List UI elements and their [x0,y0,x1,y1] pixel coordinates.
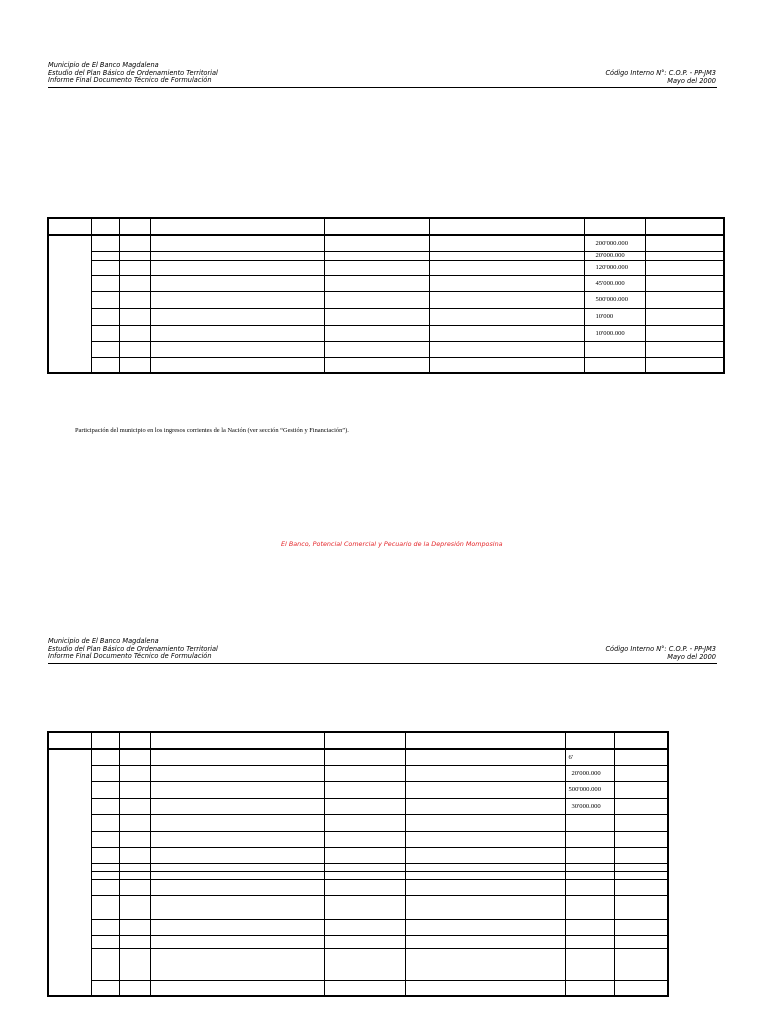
header-date: Mayo del 2000 [667,76,716,85]
page-header-right [605,646,716,661]
table-row [48,781,668,798]
table-row [48,291,724,308]
header-date: Mayo del 2000 [667,652,716,661]
header-line: Informe Final Documento Técnico de Formulación [48,76,212,84]
header-code: Código Interno N°: C.O.P. - PP-JM3 [605,645,716,653]
header-rule [48,663,717,664]
participation-note: Participación del municipio en los ingresos corrientes de la Nación (ver sección “Gestión y Financiación”). [75,427,349,434]
amount-cell: 10'000.000 [584,325,645,341]
table-row [48,879,668,895]
header-code: Código Interno N°: C.O.P. - PP-JM3 [605,69,716,77]
table-row [48,814,668,831]
table-row [48,871,668,879]
amount-cell: 6' [565,749,614,765]
amount-cell [565,847,614,863]
amount-cell [565,879,614,895]
header-line: Estudio del Plan Básico de Ordenamiento Territorial [48,644,218,653]
amount-cell [565,935,614,948]
page-header-right [605,70,716,85]
header-rule [48,87,717,88]
header-line: Municipio de El Banco Magdalena [48,61,159,69]
table-row [48,235,724,251]
amount-cell [565,895,614,919]
header-line: Municipio de El Banco Magdalena [48,637,159,645]
amount-cell [565,980,614,996]
amount-cell: 200'000.000 [584,235,645,251]
amount-cell: 500'000.000 [565,781,614,798]
table-row [48,308,724,325]
header-line: Informe Final Documento Técnico de Formulación [48,652,212,660]
amount-cell [584,341,645,357]
amount-cell: 10'000 [584,308,645,325]
table-row [48,895,668,919]
table-row [48,251,724,260]
amount-cell [565,919,614,935]
table-row [48,831,668,847]
table-row [48,980,668,996]
amount-cell [584,357,645,373]
table-row [48,325,724,341]
header-line: Estudio del Plan Básico de Ordenamiento Territorial [48,68,218,77]
table-row [48,798,668,814]
budget-table-1 [47,217,725,374]
table-row [48,919,668,935]
table-header-row [48,732,668,749]
table-row [48,260,724,275]
table-row [48,749,668,765]
table-header-row [48,218,724,235]
table-row [48,357,724,373]
amount-cell: 20'000.000 [584,251,645,260]
amount-cell: 30'000.000 [565,798,614,814]
table-row [48,341,724,357]
page-header-left [48,62,218,85]
amount-cell [565,871,614,879]
table-row [48,765,668,781]
table-row [48,935,668,948]
amount-cell [565,948,614,980]
footer-tagline: El Banco, Potencial Comercial y Pecuario de la Depresión Momposina [281,540,503,548]
amount-cell [565,863,614,871]
amount-cell: 20'000.000 [565,765,614,781]
amount-cell [565,814,614,831]
table-row [48,847,668,863]
budget-table-2 [47,731,669,997]
table-row [48,275,724,291]
amount-cell: 45'000.000 [584,275,645,291]
amount-cell: 500'000.000 [584,291,645,308]
page-header-left [48,638,218,661]
table-row [48,948,668,980]
amount-cell: 120'000.000 [584,260,645,275]
amount-cell [565,831,614,847]
table-row [48,863,668,871]
